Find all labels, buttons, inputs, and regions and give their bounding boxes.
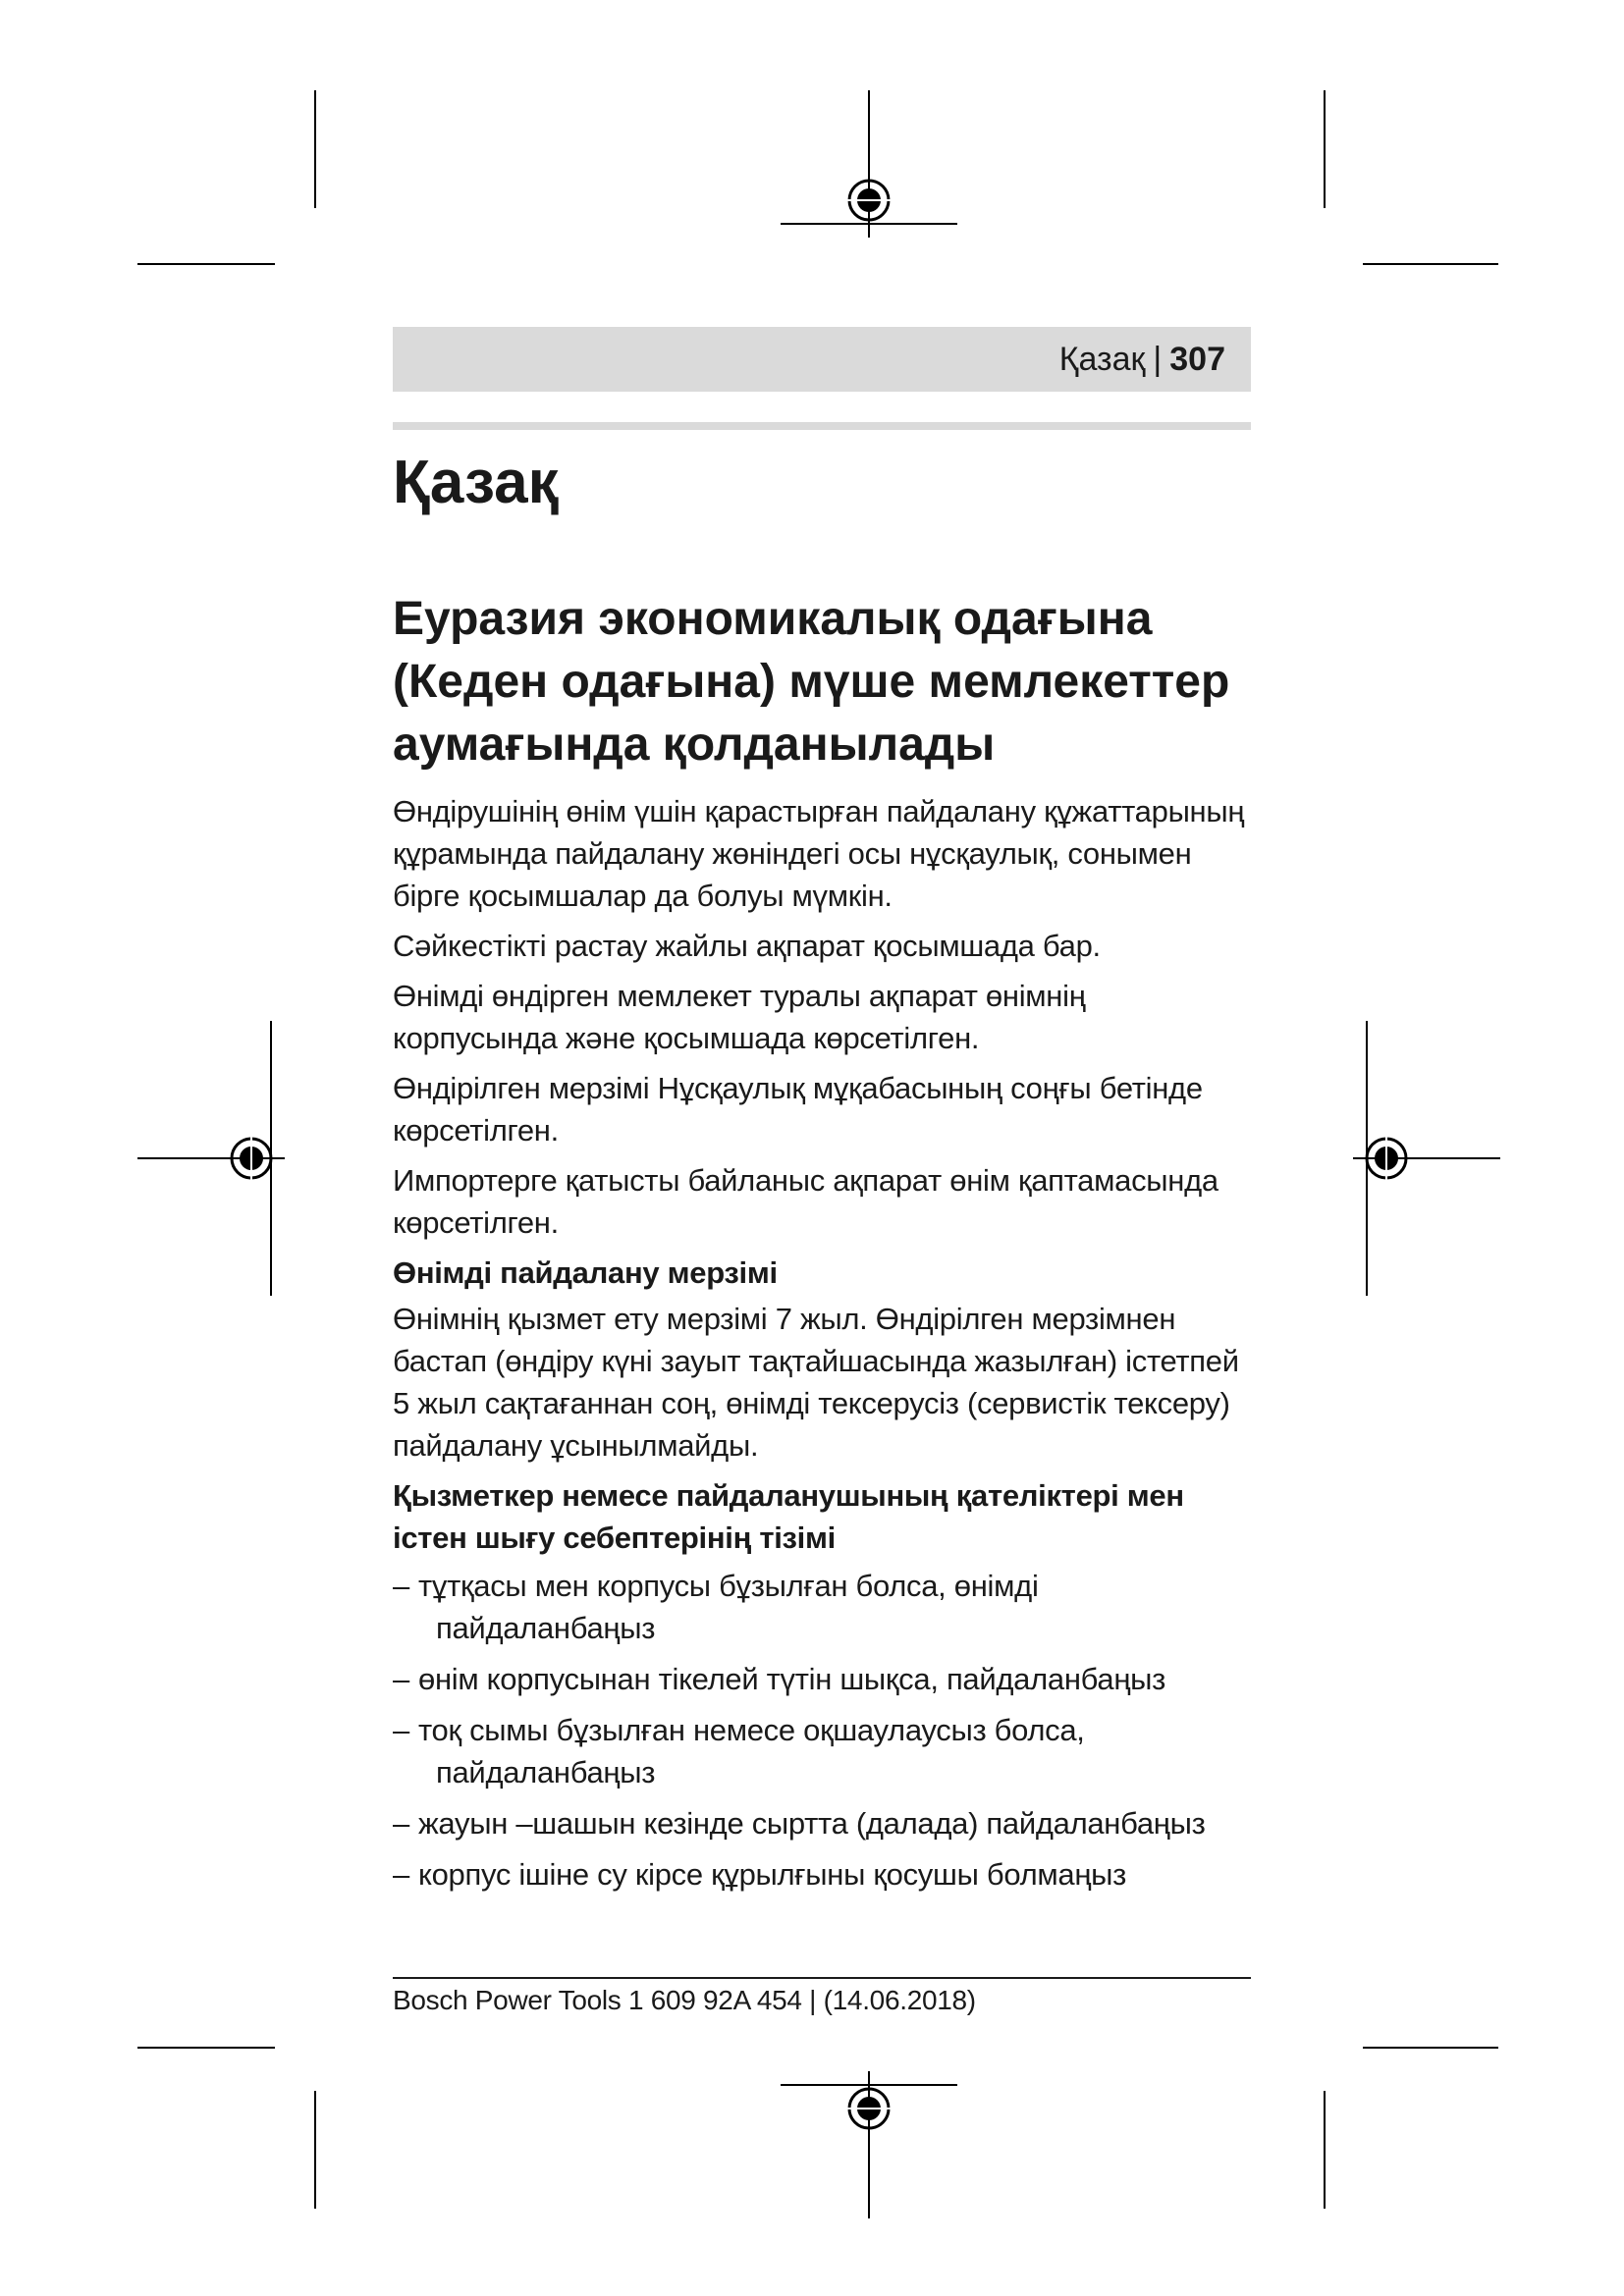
registration-mark-bottom-icon xyxy=(781,2071,957,2218)
list-dash: – xyxy=(393,1806,409,1842)
errors-list xyxy=(393,1565,1251,1896)
errors-heading: Қызметкер немесе пайдаланушының қателіктері мен істен шығу себептерінің тізімі xyxy=(393,1478,1184,1556)
header-divider xyxy=(393,422,1251,430)
crop-mark-br-v xyxy=(1324,2091,1326,2209)
registration-mark-top-icon xyxy=(781,90,957,238)
paragraph-origin: Өнімді өндірген мемлекет туралы ақпарат өнімнің корпусында және қосымшада көрсетілген. xyxy=(393,979,1086,1056)
header-separator: | xyxy=(1153,340,1163,378)
list-item xyxy=(393,1565,1251,1649)
list-dash: – xyxy=(393,1857,409,1893)
crop-mark-tl-v xyxy=(314,90,316,208)
page-content xyxy=(393,447,1251,1904)
list-item-text: жауын –шашын кезінде сыртта (далада) пайдаланбаңыз xyxy=(418,1806,1206,1842)
paragraph-conformity: Сәйкестікті растау жайлы ақпарат қосымшада бар. xyxy=(393,929,1101,964)
paragraph-importer: Импортерге қатысты байланыс ақпарат өнім қаптамасында көрсетілген. xyxy=(393,1163,1218,1241)
list-item xyxy=(393,1853,1251,1896)
header-section-name: Қазақ xyxy=(1058,340,1146,378)
list-dash: – xyxy=(393,1713,409,1748)
paragraph-manufacture-date: Өндірілген мерзімі Нұсқаулық мұқабасының соңғы бетінде көрсетілген. xyxy=(393,1071,1203,1148)
list-item xyxy=(393,1658,1251,1700)
list-item xyxy=(393,1709,1251,1793)
page-number: 307 xyxy=(1169,340,1225,378)
list-item-text: тоқ сымы бұзылған немесе оқшаулаусыз болса, пайдаланбаңыз xyxy=(418,1713,1085,1790)
list-item-text: өнім корпусынан тікелей түтін шықса, пайдаланбаңыз xyxy=(418,1662,1166,1697)
crop-mark-br-h xyxy=(1363,2047,1498,2049)
registration-mark-left-icon xyxy=(137,1021,285,1296)
main-heading: Еуразия экономикалық одағына (Кеден одағына) мүше мемлекеттер аумағында қолданылады xyxy=(393,593,1230,772)
footer-text: Bosch Power Tools 1 609 92A 454 | (14.06.2018) xyxy=(393,1985,976,2015)
crop-mark-bl-h xyxy=(137,2047,275,2049)
paragraph-documents: Өндірушінің өнім үшін қарастырған пайдалану құжаттарының құрамында пайдалану жөніндегі осы нұсқаулық, сонымен бірге қосымшалар да болуы мүмкін. xyxy=(393,794,1245,914)
service-life-text: Өнімнің қызмет ету мерзімі 7 жыл. Өндірілген мерзімнен бастап (өндіру күні зауыт тақтайшасында жазылған) істетпей 5 жыл сақтағаннан соң, өнімді тексерусіз (сервистік тексеру) пайдалану ұсынылмайды. xyxy=(393,1302,1239,1464)
crop-mark-tr-v xyxy=(1324,90,1326,208)
crop-mark-bl-v xyxy=(314,2091,316,2209)
footer-divider xyxy=(393,1977,1251,1979)
crop-mark-tl-h xyxy=(137,263,275,265)
list-dash: – xyxy=(393,1569,409,1604)
service-life-heading: Өнімді пайдалану мерзімі xyxy=(393,1255,778,1291)
running-header xyxy=(393,327,1251,392)
registration-mark-right-icon xyxy=(1353,1021,1500,1296)
crop-mark-tr-h xyxy=(1363,263,1498,265)
list-item-text: корпус ішіне су кірсе құрылғыны қосушы болмаңыз xyxy=(418,1857,1127,1893)
list-dash: – xyxy=(393,1662,409,1697)
list-item-text: тұтқасы мен корпусы бұзылған болса, өнімді пайдаланбаңыз xyxy=(418,1569,1039,1646)
section-title: Қазақ xyxy=(393,449,559,516)
list-item xyxy=(393,1802,1251,1844)
